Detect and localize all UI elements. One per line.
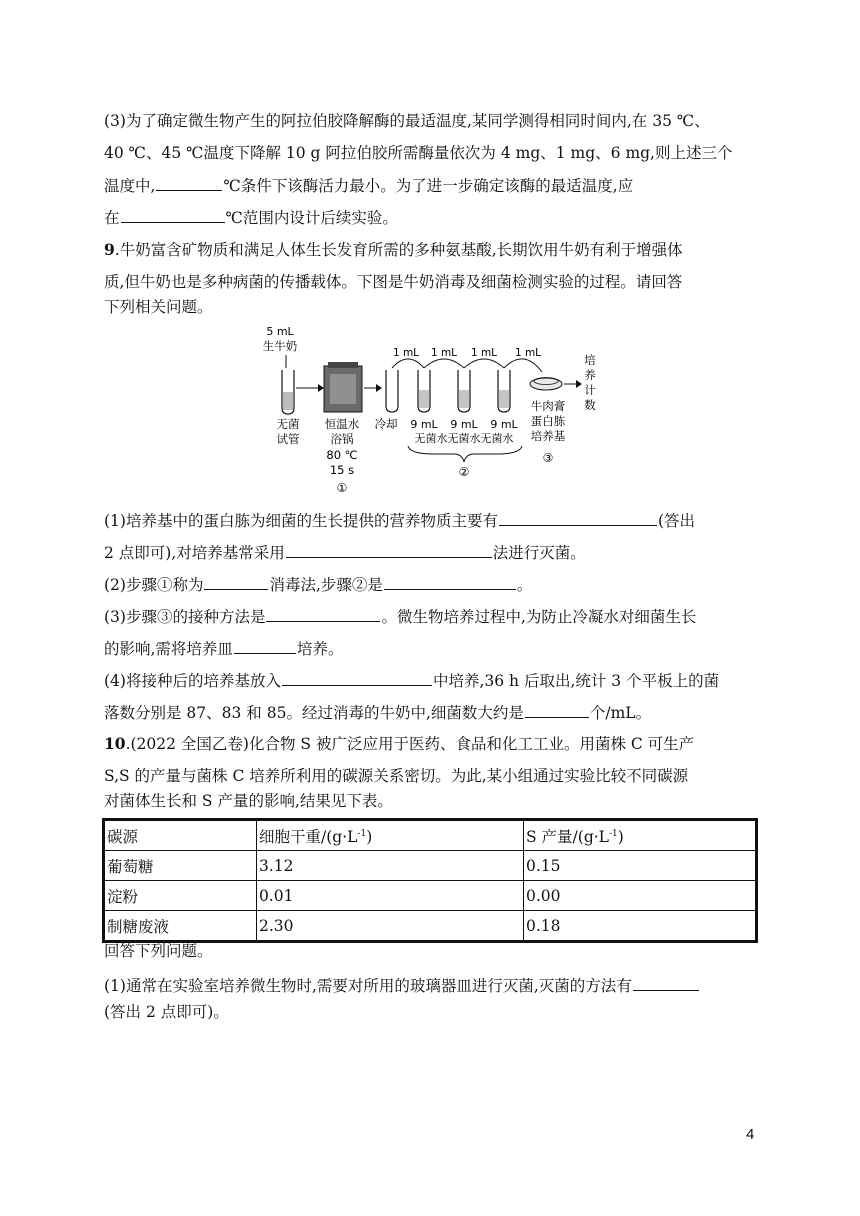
question-number: 9: [104, 240, 115, 259]
table-row: [104, 911, 757, 942]
q9-1-line1: [104, 510, 695, 531]
dilution-tube-fill: [499, 390, 509, 408]
q8-3-line4: [104, 207, 398, 228]
milk-experiment-diagram: [258, 322, 610, 500]
water-volume: 9 mL: [410, 418, 438, 431]
transfer-arc-2: [424, 359, 464, 368]
q10-text: (1)通常在实验室培养微生物时,需要对所用的玻璃器皿进行灭菌,灭菌的方法有: [104, 977, 632, 995]
water-bath-lid: [328, 362, 358, 368]
q8-3-text: 在: [104, 209, 120, 227]
q8-3-line3: [104, 175, 633, 196]
answer-blank[interactable]: [156, 175, 222, 191]
answer-blank[interactable]: [633, 975, 699, 991]
q10-1-line1: [104, 975, 700, 996]
beef-peptone-medium-label: 牛肉膏: [530, 399, 566, 413]
culture-count-label: 数: [584, 398, 596, 412]
water-volume: 9 mL: [450, 418, 478, 431]
raw-milk-label: 生牛奶: [262, 339, 298, 353]
table-row: [104, 881, 757, 911]
q10-after-table: 回答下列问题。: [104, 942, 213, 960]
page-number: 4: [746, 1126, 755, 1143]
water-volume: 9 mL: [490, 418, 518, 431]
q9-text: 。: [516, 576, 533, 594]
table-cell: 淀粉: [104, 881, 257, 911]
table-header-cell: S 产量$/(g\cdot L^{-1})$: [524, 820, 757, 851]
q9-text: (1)培养基中的蛋白胨为细菌的生长提供的营养物质主要有: [104, 512, 498, 530]
q9-text: (答出: [657, 512, 696, 530]
water-bath-label: 恒温水: [324, 417, 360, 431]
cooled-tube: [386, 370, 398, 412]
sterile-tube-label-2: 试管: [276, 432, 300, 446]
sterile-tube-label: 无菌: [276, 417, 300, 431]
cooling-label: 冷却: [374, 417, 398, 431]
dilution-brace: [408, 446, 522, 462]
step-2-marker: ②: [458, 465, 470, 479]
water-bath-label-2: 浴锅: [330, 432, 354, 446]
table-cell: 葡萄糖: [104, 851, 257, 881]
q9-text: .牛奶富含矿物质和满足人体生长发育所需的多种氨基酸,长期饮用牛奶有利于增强体: [114, 241, 683, 259]
dilution-tube-fill: [419, 390, 429, 408]
q9-text: (3)步骤③的接种方法是: [104, 608, 266, 626]
tube-milk-fill: [283, 392, 293, 410]
q9-text: 培养。: [296, 640, 344, 658]
q9-stem-line2: 质,但牛奶也是多种病菌的传播载体。下图是牛奶消毒及细菌检测实验的过程。请回答: [104, 273, 683, 291]
q9-text: (4)将接种后的培养基放入: [104, 672, 281, 690]
arrow-head: [576, 380, 582, 388]
q10-stem-line3: 对菌体生长和 S 产量的影响,结果见下表。: [104, 792, 393, 810]
q10-text: .(2022 全国乙卷)化合物 S 被广泛应用于医药、食品和化工工业。用菌株 C 可生产: [125, 735, 695, 753]
table-header-cell: 碳源: [104, 820, 257, 851]
q9-text: (2)步骤①称为: [104, 576, 204, 594]
q9-stem-line1: [104, 240, 683, 260]
answer-blank[interactable]: [282, 670, 432, 686]
q9-stem-line3: 下列相关问题。: [104, 298, 213, 316]
bath-temperature: 80 ℃: [326, 448, 358, 462]
bath-duration: 15 s: [329, 463, 355, 477]
q8-3-line1: (3)为了确定微生物产生的阿拉伯胶降解酶的最适温度,某同学测得相同时间内,在 35 ℃、: [104, 112, 710, 130]
q8-3-text: ℃范围内设计后续实验。: [225, 209, 398, 227]
dilution-tube-fill: [459, 390, 469, 408]
table-cell: 制糖废液: [104, 911, 257, 942]
table-header-row: [104, 820, 757, 851]
beef-peptone-medium-label-3: 培养基: [530, 429, 566, 443]
answer-blank[interactable]: [204, 574, 268, 590]
table-cell: 0.00: [524, 881, 757, 911]
q9-text: 消毒法,步骤②是: [269, 576, 383, 594]
table-row: [104, 851, 757, 881]
transfer-volume: 1 mL: [470, 347, 498, 359]
q9-text: 。微生物培养过程中,为防止冷凝水对细菌生长: [381, 608, 697, 626]
q8-3-text: 温度中,: [104, 177, 156, 195]
q9-text: 落数分别是 87、83 和 85。经过消毒的牛奶中,细菌数大约是: [104, 704, 524, 722]
table-cell: 0.18: [524, 911, 757, 942]
transfer-arc-3: [464, 359, 504, 368]
answer-blank[interactable]: [384, 574, 516, 590]
answer-blank[interactable]: [525, 702, 589, 718]
milk-volume-label: 5 mL: [266, 325, 294, 338]
q9-text: 的影响,需将培养皿: [104, 640, 233, 658]
q9-3-line1: [104, 606, 696, 627]
q9-2-line: [104, 574, 532, 595]
transfer-volume: 1 mL: [392, 347, 420, 359]
answer-blank[interactable]: [121, 207, 225, 223]
question-number: 10: [104, 734, 126, 753]
q10-stem-line2: S,S 的产量与菌株 C 培养所利用的碳源关系密切。为此,某小组通过实验比较不同碳源: [104, 767, 689, 785]
answer-blank[interactable]: [286, 542, 492, 558]
q9-1-line2: [104, 542, 586, 563]
q9-text: 个/mL。: [589, 704, 652, 722]
q9-4-line1: [104, 670, 719, 691]
transfer-volume: 1 mL: [430, 347, 458, 359]
arrow-head: [376, 384, 382, 392]
q8-3-text: ℃条件下该酶活力最小。为了进一步确定该酶的最适温度,应: [223, 177, 634, 195]
table-header-cell: 细胞干重$/(g\cdot L^{-1})$: [257, 820, 524, 851]
answer-blank[interactable]: [266, 606, 380, 622]
q10-stem-line1: [104, 734, 694, 754]
q8-3-line2: 40 ℃、45 ℃温度下降解 10 g 阿拉伯胶所需酶量依次为 4 mg、1 mg、6 mg,则上述三个: [104, 144, 733, 162]
q9-3-line2: [104, 638, 343, 659]
table-cell: 2.30: [257, 911, 524, 942]
q9-text: 2 点即可),对培养基常采用: [104, 544, 285, 562]
step-3-marker: ③: [542, 451, 554, 465]
table-cell: 3.12: [257, 851, 524, 881]
answer-blank[interactable]: [499, 510, 657, 526]
carbon-source-table: [102, 818, 758, 943]
culture-count-label: 培: [584, 353, 596, 367]
transfer-volume: 1 mL: [514, 347, 542, 359]
q9-text: 法进行灭菌。: [492, 544, 586, 562]
transfer-arc-1: [392, 359, 424, 368]
culture-count-label: 养: [584, 368, 596, 382]
beef-peptone-medium-label-2: 蛋白胨: [530, 414, 566, 428]
culture-count-label: 计: [584, 383, 596, 397]
step-1-marker: ①: [336, 481, 348, 495]
q9-4-line2: [104, 702, 651, 723]
arrow-head: [318, 384, 324, 392]
sterile-water-label: 无菌水无菌水无菌水: [414, 432, 514, 445]
table-cell: 0.15: [524, 851, 757, 881]
table-cell: 0.01: [257, 881, 524, 911]
answer-blank[interactable]: [234, 638, 296, 654]
water-bath-panel: [330, 374, 356, 404]
q9-text: 中培养,36 h 后取出,统计 3 个平板上的菌: [432, 672, 720, 690]
q10-1-line2: (答出 2 点即可)。: [104, 1003, 229, 1021]
